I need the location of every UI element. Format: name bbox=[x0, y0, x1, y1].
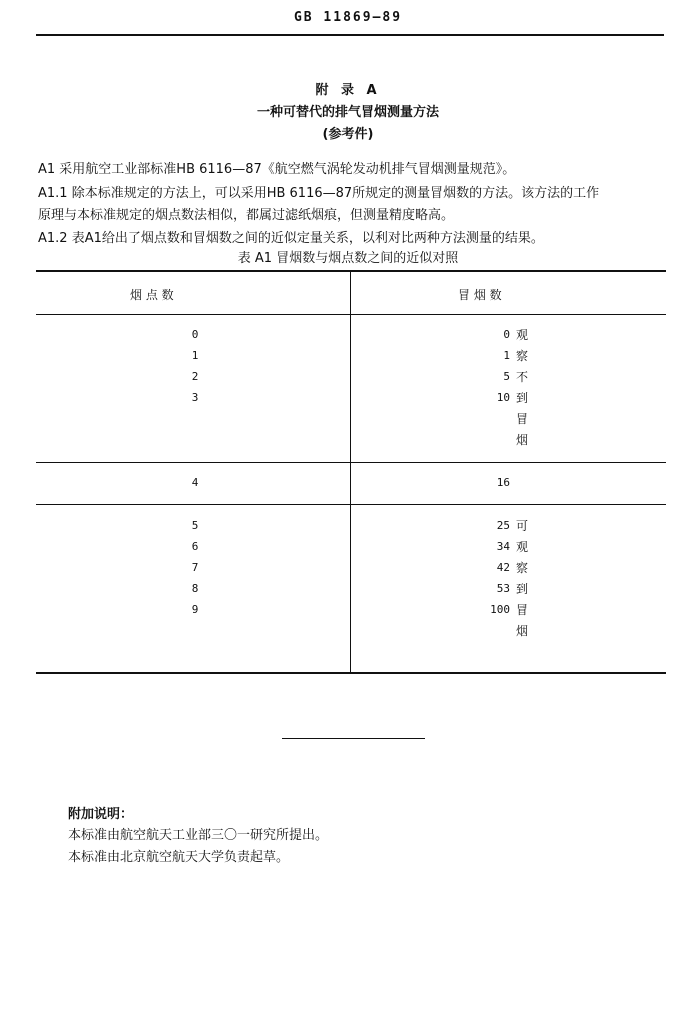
smoke-point-cell: 6 bbox=[191, 540, 199, 553]
appendix-type: (参考件) bbox=[322, 127, 374, 142]
vertical-note: 可 观 察 到 冒 烟 bbox=[516, 519, 529, 638]
smoke-number-cell: 0 bbox=[503, 328, 510, 341]
smoke-number-cell: 100 bbox=[490, 603, 510, 616]
smoke-number-cell: 25 bbox=[496, 519, 510, 532]
smoke-number-cell: 34 bbox=[496, 540, 510, 553]
notes-heading: 附加说明： bbox=[68, 807, 134, 822]
table-caption: 表 A1 冒烟数与烟点数之间的近似对照 bbox=[237, 251, 459, 266]
smoke-point-cell: 8 bbox=[191, 582, 199, 595]
column-header-smoke-number: 冒 烟 数 bbox=[458, 288, 502, 302]
table-group-divider bbox=[36, 504, 666, 505]
notes-line: 本标准由航空航天工业部三〇一研究所提出。 bbox=[68, 828, 329, 843]
table-column-divider bbox=[350, 270, 351, 674]
paragraph-a1-1-line1: A1.1 除本标准规定的方法上，可以采用HB 6116—87所规定的测量冒烟数的方法。该方法的工作 bbox=[38, 186, 600, 201]
smoke-point-cell: 4 bbox=[191, 476, 199, 489]
smoke-number-cell: 10 bbox=[496, 391, 510, 404]
paragraph-a1: A1 采用航空工业部标准HB 6116—87《航空燃气涡轮发动机排气冒烟测量规范》。 bbox=[38, 162, 516, 177]
paragraph-a1-2: A1.2 表A1给出了烟点数和冒烟数之间的近似定量关系，以利对比两种方法测量的结果。 bbox=[38, 231, 544, 246]
smoke-point-cell: 1 bbox=[191, 349, 199, 362]
standard-code: GB 11869—89 bbox=[293, 10, 403, 25]
smoke-point-cell: 7 bbox=[191, 561, 199, 574]
table-group-divider bbox=[36, 462, 666, 463]
notes-line: 本标准由北京航空航天大学负责起草。 bbox=[68, 850, 290, 865]
smoke-number-cell: 5 bbox=[503, 370, 510, 383]
column-header-smoke-point: 烟 点 数 bbox=[130, 288, 174, 302]
smoke-point-cell: 2 bbox=[191, 370, 199, 383]
paragraph-a1-1-line2: 原理与本标准规定的烟点数法相似，都属过滤纸烟痕，但测量精度略高。 bbox=[38, 208, 455, 223]
smoke-point-cell: 9 bbox=[191, 603, 199, 616]
smoke-number-cell: 1 bbox=[503, 349, 510, 362]
appendix-title: 一种可替代的排气冒烟测量方法 bbox=[256, 105, 439, 120]
table-top-rule bbox=[36, 270, 666, 272]
smoke-number-cell: 53 bbox=[496, 582, 510, 595]
smoke-point-cell: 5 bbox=[191, 519, 199, 532]
smoke-number-cell: 42 bbox=[496, 561, 510, 574]
smoke-point-cell: 3 bbox=[191, 391, 199, 404]
smoke-number-cell: 16 bbox=[496, 476, 510, 489]
table-bottom-rule bbox=[36, 672, 666, 674]
header-rule bbox=[36, 34, 664, 36]
table-header-rule bbox=[36, 314, 666, 315]
vertical-note: 观 察 不 到 冒 烟 bbox=[516, 328, 529, 447]
footer-rule bbox=[282, 738, 425, 739]
smoke-point-cell: 0 bbox=[191, 328, 199, 341]
appendix-label: 附 录 A bbox=[315, 83, 381, 98]
